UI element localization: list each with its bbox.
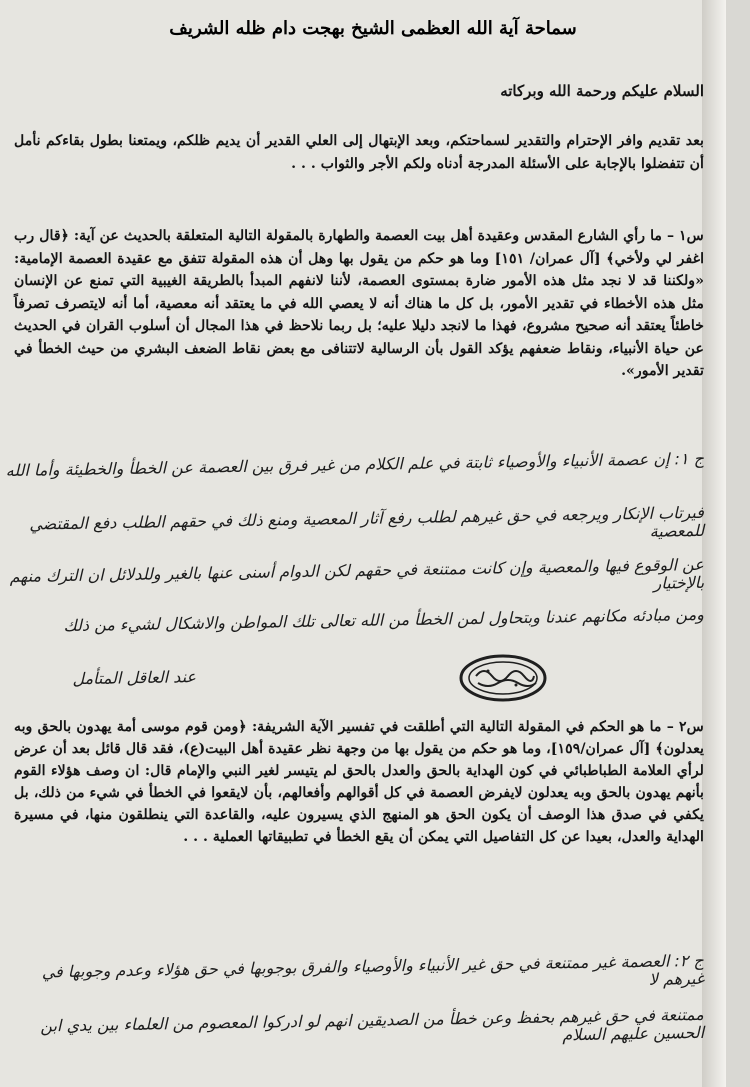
answer-1-line: ومن مبادئه مكانهم عندنا وبتحاول لمن الخطأ من الله تعالى تلك المواطن والاشكال لشيء من ذلك	[63, 604, 705, 636]
answer-1-signoff: عند العاقل المتأمل	[72, 667, 197, 689]
question-1: س١ – ما رأي الشارع المقدس وعقيدة أهل بيت العصمة والطهارة بالمقولة التالية المتعلقة بالحديث عن آية: ﴿قال رب اغفر لي ولأخي﴾ [آل عمران/ ١٥١] وما هو حكم من يقول بها وهل أن هذه المقولة تتفق مع عقيدة العصمة الإمامية: «ولكننا قد لا نجد مثل هذه الأمور ضارة بمستوى العصمة، لأننا لانفهم المبدأ بالطريقة الغيبية التي تمنع عن الإنسان مثل هذه الأخطاء في تقدير الأمور، بل كل ما هناك أنه لا يعصي الله في ما يعتقد أنه معصية، أما أنه لايتصرف تصرفاً خاطئاً يعتقد أنه صحيح مشروع، فهذا ما لانجد دليلا عليه؛ بل ربما نلاحظ في هذا المجال أن أسلوب القران في الحديث عن حياة الأنبياء، ونقاط ضعفهم يؤكد القول بأن الرسالية لاتتنافى مع بعض نقاط الضعف البشري من حيث الخطأ في تقدير الأمور».	[14, 228, 705, 379]
answer-1-line: عن الوقوع فيها والمعصية وإن كانت ممتنعة في حقهم لكن الدوام أسنى عنها بالغير وللدلائل ان الترك منهم بالإختيار	[9, 554, 705, 593]
answer-2-line: ممتنعة في حق غيرهم بحفظ وعن خطأ من الصديقين انهم لو ادركوا المعصوم من العلماء بين يدي ابن الحسين عليهم السلام	[40, 1004, 705, 1045]
intro-paragraph: بعد تقديم وافر الإحترام والتقدير لسماحتكم، وبعد الإبتهال إلى العلي القدير أن يديم ظلكم، ويمتعنا بطول بقاءكم نأمل أن تتفضلوا بالإجابة على الأسئلة المدرجة أدناه ولكم الأجر والثواب . . .	[14, 133, 704, 172]
greeting: السلام عليكم ورحمة الله وبركاته	[500, 82, 704, 100]
answer-1-line: ج ١: إن عصمة الأنبياء والأوصياء ثابتة في علم الكلام من غير فرق بين العصمة عن الخطأ والخطيئة وأما الله	[5, 448, 705, 481]
page-title: سماحة آية الله العظمى الشيخ بهجت دام ظله الشريف	[169, 18, 577, 39]
answer-2-line: ج ٢: العصمة غير ممتنعة في حق غير الأنبياء والأوصياء والفرق بوجوبها في حق هؤلاء وعدم وجوبها في غيرهم لا	[41, 950, 705, 989]
question-2: س٢ – ما هو الحكم في المقولة التالية التي أطلقت في تفسير الآية الشريفة: ﴿ومن قوم موسى أمة يهدون بالحق وبه يعدلون﴾ [آل عمران/١٥٩]، وما هو حكم من يقول بها من وجهة نظر عقيدة أهل البيت(ع)، فقد قال قائل بعد أن عرض لرأي العلامة الطباطبائي في كون الهداية بالحق والعدل بالحق لم يتيسر لغير النبي والإمام قال: ان وصف هؤلاء القوم بأنهم يهدون بالحق وبه يعدلون لايفرض العصمة في كل أقوالهم وأفعالهم، بأن لايقعوا في الخطأ في شيء من ذلك، بل يكفي في صدق هذا الوصف أن يكون الحق هو المنهج الذي يسيرون عليه، والقاعدة التي ينطلقون منها، في مسيرة الهداية والعدل، بعيدا عن كل التفاصيل التي يمكن أن يقع الخطأ في تطبيقاتها العملية . . .	[14, 719, 704, 845]
answer-1-line: فيرتاب الإنكار ويرجعه في حق غيرهم لطلب رفع آثار المعصية ومنع ذلك في حقهم الطلب دفع المقتضي للمعصية	[29, 502, 705, 541]
book-gutter	[702, 0, 726, 1087]
seal-stamp-icon	[458, 652, 548, 704]
